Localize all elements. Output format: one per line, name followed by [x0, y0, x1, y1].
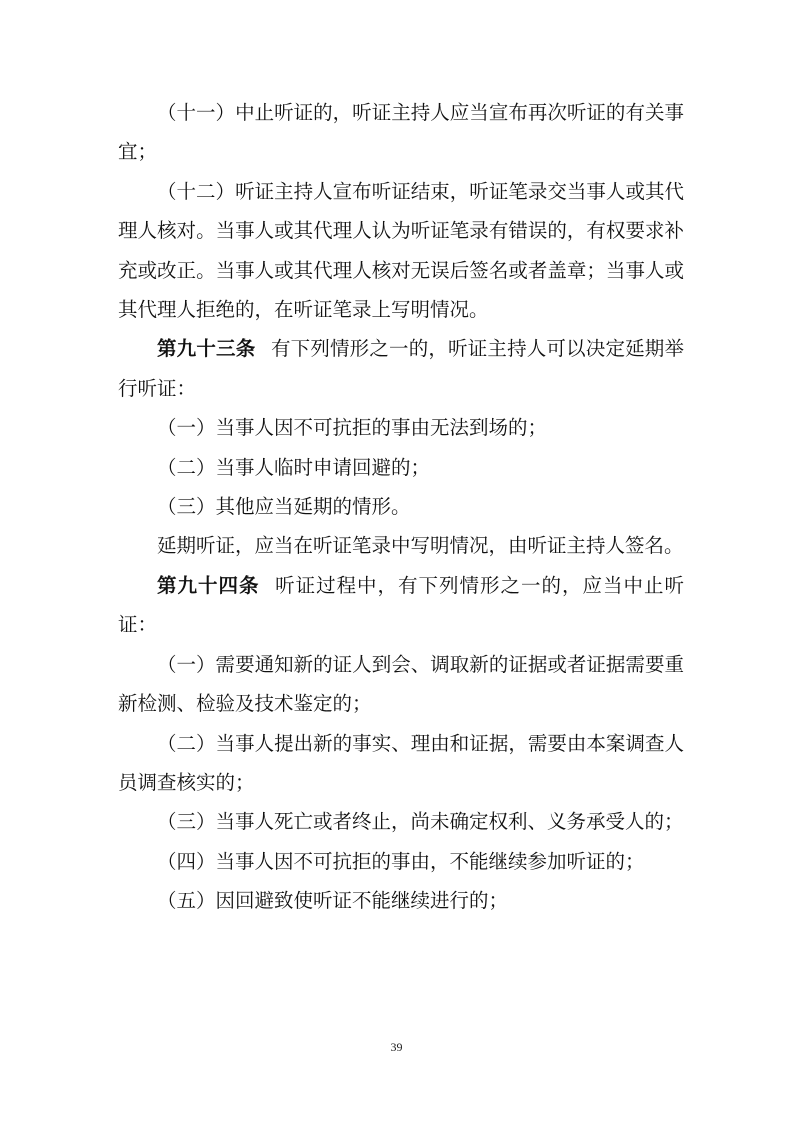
page-number: 39	[390, 1040, 403, 1054]
paragraph	[118, 408, 684, 447]
paragraph	[118, 93, 684, 172]
paragraph	[118, 526, 684, 565]
paragraph-text: （二）当事人提出新的事实、理由和证据，需要由本案调查人员调查核实的；	[118, 731, 684, 794]
paragraph	[118, 487, 684, 526]
paragraph	[118, 802, 684, 841]
paragraph-text: （五）因回避致使听证不能继续进行的；	[157, 889, 509, 913]
paragraph-text: 听证过程中，有下列情形之一的，应当中止听证：	[118, 573, 684, 637]
paragraph-text: （一）需要通知新的证人到会、调取新的证据或者证据需要重新检测、检验及技术鉴定的；	[118, 652, 684, 716]
paragraph	[118, 724, 684, 803]
paragraph-text: （四）当事人因不可抗拒的事由，不能继续参加听证的；	[157, 849, 645, 873]
paragraph-text: （三）当事人死亡或者终止，尚未确定权利、义务承受人的；	[157, 810, 684, 834]
document-body	[118, 93, 684, 921]
paragraph-text: （三）其他应当延期的情形。	[157, 495, 411, 519]
article-label: 第九十三条	[157, 337, 256, 361]
paragraph-text: 延期听证，应当在听证笔录中写明情况，由听证主持人签名。	[157, 534, 684, 558]
paragraph-text: 有下列情形之一的，听证主持人可以决定延期举行听证：	[118, 337, 684, 400]
article-paragraph	[118, 566, 684, 645]
paragraph-text: （二）当事人临时申请回避的；	[157, 455, 431, 479]
paragraph-text: （一）当事人因不可抗拒的事由无法到场的；	[157, 416, 548, 440]
paragraph	[118, 448, 684, 487]
paragraph	[118, 881, 684, 920]
paragraph	[118, 645, 684, 724]
paragraph-text: （十二）听证主持人宣布听证结束，听证笔录交当事人或其代理人核对。当事人或其代理人认为听证笔录有错误的，有权要求补充或改正。当事人或其代理人核对无误后签名或者盖章；当事人或其代理人拒绝的，在听证笔录上写明情况。	[118, 179, 684, 322]
article-label: 第九十四条	[157, 573, 260, 597]
paragraph	[118, 172, 684, 330]
article-paragraph	[118, 329, 684, 408]
paragraph	[118, 842, 684, 881]
paragraph-text: （十一）中止听证的，听证主持人应当宣布再次听证的有关事宜；	[118, 101, 684, 164]
